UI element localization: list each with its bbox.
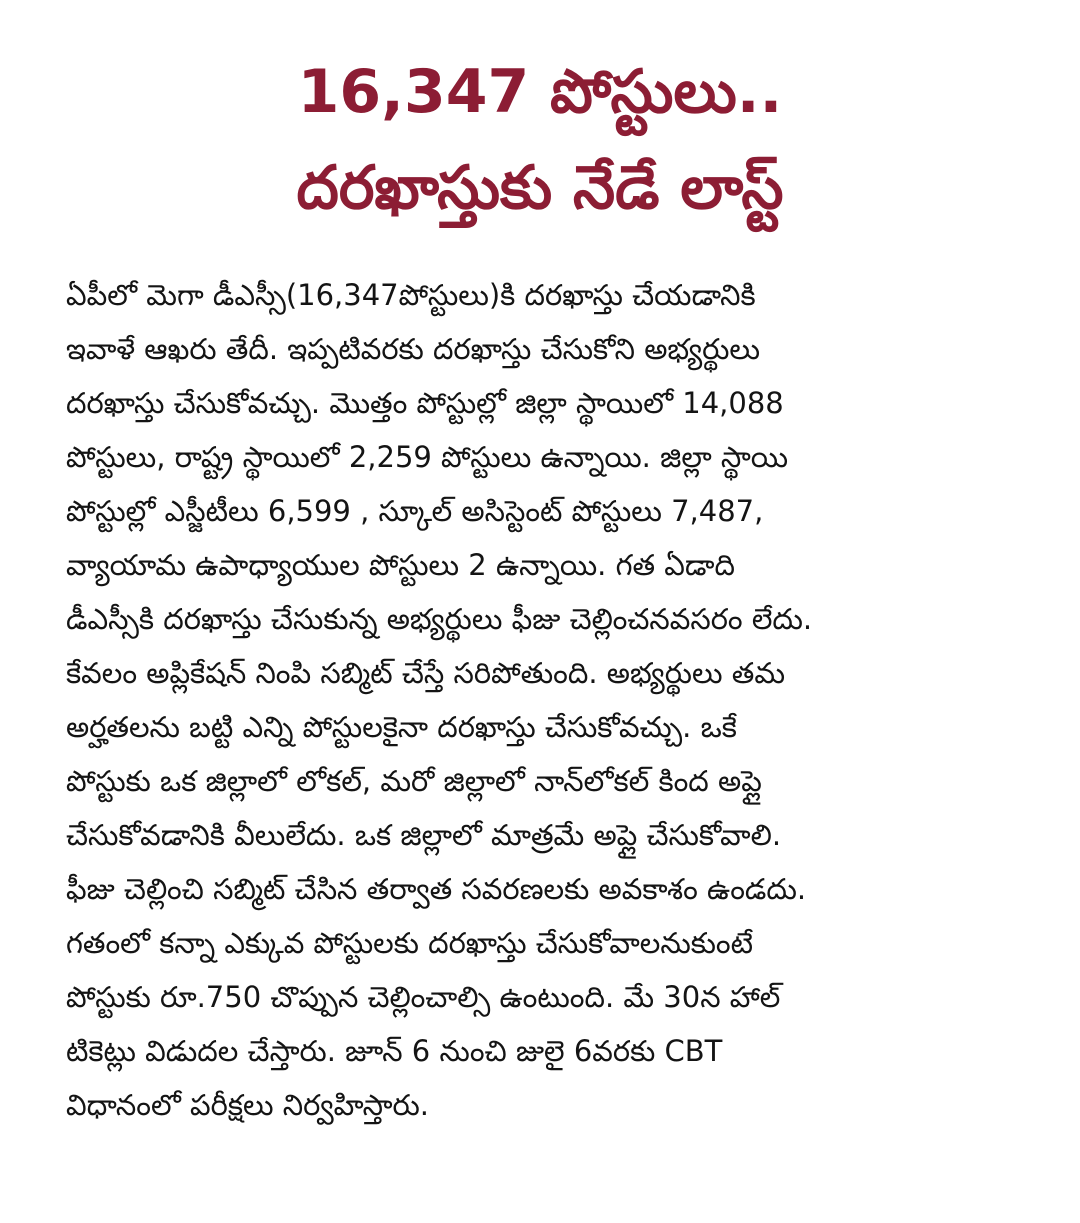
body-line: వ్యాయామ ఉపాధ్యాయుల పోస్టులు 2 ఉన్నాయి. గత ఏడాది [66, 548, 735, 582]
headline-line-2: దరఖాస్తుకు నేడే లాస్ట్ [296, 153, 784, 223]
body-line: టికెట్లు విడుదల చేస్తారు. జూన్ 6 నుంచి జులై 6వరకు CBT [66, 1034, 723, 1068]
body-line: కేవలం అప్లికేషన్ నింపి సబ్మిట్ చేస్తే సరిపోతుంది. అభ్యర్థులు తమ [66, 656, 785, 690]
body-line: ఏపీలో మెగా డీఎస్సీ(16,347పోస్టులు)కి దరఖాస్తు చేయడానికి [66, 278, 756, 312]
body-line: పోస్టుకు రూ.750 చొప్పున చెల్లించాల్సి ఉంటుంది. మే 30న హాల్ [66, 980, 781, 1014]
headline [40, 44, 1040, 236]
body-line: విధానంలో పరీక్షలు నిర్వహిస్తారు. [66, 1088, 430, 1122]
body-line: అర్హతలను బట్టి ఎన్ని పోస్టులకైనా దరఖాస్తు చేసుకోవచ్చు. ఒకే [66, 710, 737, 744]
body-line: చేసుకోవడానికి వీలులేదు. ఒక జిల్లాలో మాత్రమే అప్లై చేసుకోవాలి. [66, 818, 782, 852]
body-line: గతంలో కన్నా ఎక్కువ పోస్టులకు దరఖాస్తు చేసుకోవాలనుకుంటే [66, 926, 754, 960]
body-line: దరఖాస్తు చేసుకోవచ్చు. మొత్తం పోస్టుల్లో జిల్లా స్థాయిలో 14,088 [66, 386, 784, 420]
article-body [66, 268, 1026, 1132]
body-line: పోస్టుల్లో ఎస్జీటీలు 6,599 , స్కూల్ అసిస్టెంట్ పోస్టులు 7,487, [66, 494, 764, 528]
body-line: ఫీజు చెల్లించి సబ్మిట్ చేసిన తర్వాత సవరణలకు అవకాశం ఉండదు. [66, 872, 807, 906]
body-line: డీఎస్సీకి దరఖాస్తు చేసుకున్న అభ్యర్థులు ఫీజు చెల్లించనవసరం లేదు. [66, 602, 813, 636]
headline-line-1: 16,347 పోస్టులు.. [297, 57, 783, 127]
body-line: ఇవాళే ఆఖరు తేదీ. ఇప్పటివరకు దరఖాస్తు చేసుకోని అభ్యర్థులు [66, 332, 760, 366]
body-line: పోస్టులు, రాష్ట్ర స్థాయిలో 2,259 పోస్టులు ఉన్నాయి. జిల్లా స్థాయి [66, 440, 789, 474]
body-line: పోస్టుకు ఒక జిల్లాలో లోకల్, మరో జిల్లాలో నాన్‌లోకల్ కింద అప్లై [66, 764, 762, 798]
